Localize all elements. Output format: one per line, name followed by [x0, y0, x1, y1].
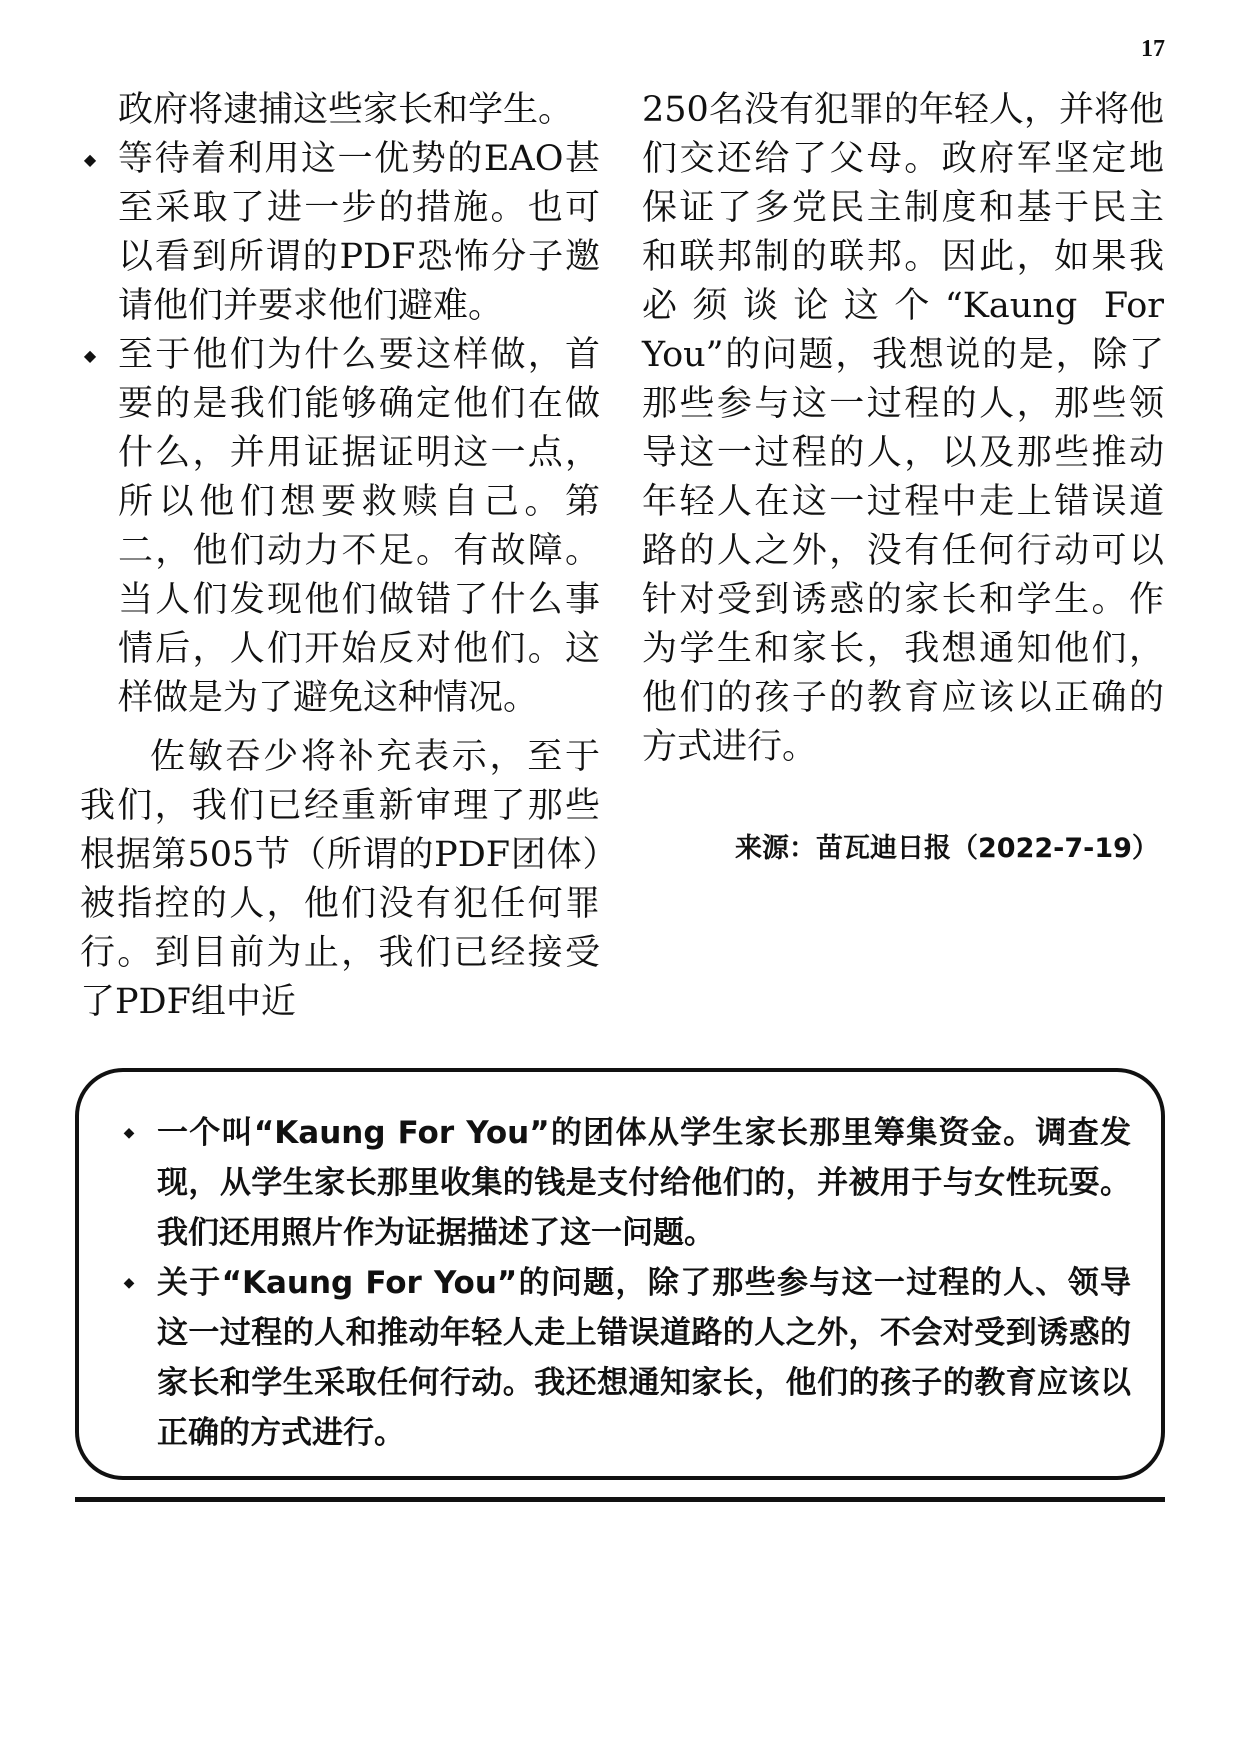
summary-bullet-list	[109, 1108, 1131, 1458]
list-item-text: 至于他们为什么要这样做，首要的是我们能够确定他们在做什么，并用证据证明这一点，所以他们想要救赎自己。第二，他们动力不足。有故障。当人们发现他们做错了什么事情后，人们开始反对他们。这样做是为了避免这种情况。	[118, 335, 600, 718]
diamond-bullet-icon: ◆	[83, 346, 97, 365]
diamond-bullet-icon: ◆	[123, 1125, 135, 1141]
body-paragraph: 佐敏吞少将补充表示，至于我们，我们已经重新审理了那些根据第505节（所谓的PDF团体）被指控的人，他们没有犯任何罪行。到目前为止，我们已经接受了PDF组中近	[80, 737, 600, 1022]
list-item	[109, 1108, 1131, 1258]
summary-box	[75, 1068, 1165, 1480]
list-item-text: 一个叫“Kaung For You”的团体从学生家长那里筹集资金。调查发现，从学生家长那里收集的钱是支付给他们的，并被用于与女性玩耍。我们还用照片作为证据描述了这一问题。	[157, 1115, 1131, 1251]
bottom-divider	[75, 1497, 1165, 1502]
body-paragraph: 250名没有犯罪的年轻人，并将他们交还给了父母。政府军坚定地保证了多党民主制度和基于民主和联邦制的联邦。因此，如果我必须谈论这个“Kaung For You”的问题，我想说的是，除了那些参与这一过程的人，那些领导这一过程的人，以及那些推动年轻人在这一过程中走上错误道路的人之外，没有任何行动可以针对受到诱惑的家长和学生。作为学生和家长，我想通知他们，他们的孩子的教育应该以正确的方式进行。	[642, 90, 1164, 767]
continued-line: 政府将逮捕这些家长和学生。	[118, 90, 574, 130]
list-item	[109, 1258, 1131, 1458]
left-bullet-list	[80, 135, 600, 723]
page-number: 17	[1141, 36, 1165, 62]
list-item-text: 关于“Kaung For You”的问题，除了那些参与这一过程的人、领导这一过程的人和推动年轻人走上错误道路的人之外，不会对受到诱惑的家长和学生采取任何行动。我还想通知家长，他们的孩子的教育应该以正确的方式进行。	[157, 1265, 1131, 1451]
left-column	[80, 86, 600, 1027]
list-item	[80, 135, 600, 331]
diamond-bullet-icon: ◆	[123, 1275, 135, 1291]
source-citation: 来源：苗瓦迪日报（2022-7-19）	[735, 833, 1159, 864]
list-item	[80, 331, 600, 723]
list-item-text: 等待着利用这一优势的EAO甚至采取了进一步的措施。也可以看到所谓的PDF恐怖分子邀请他们并要求他们避难。	[118, 139, 600, 326]
right-column	[642, 86, 1164, 772]
diamond-bullet-icon: ◆	[83, 150, 97, 169]
